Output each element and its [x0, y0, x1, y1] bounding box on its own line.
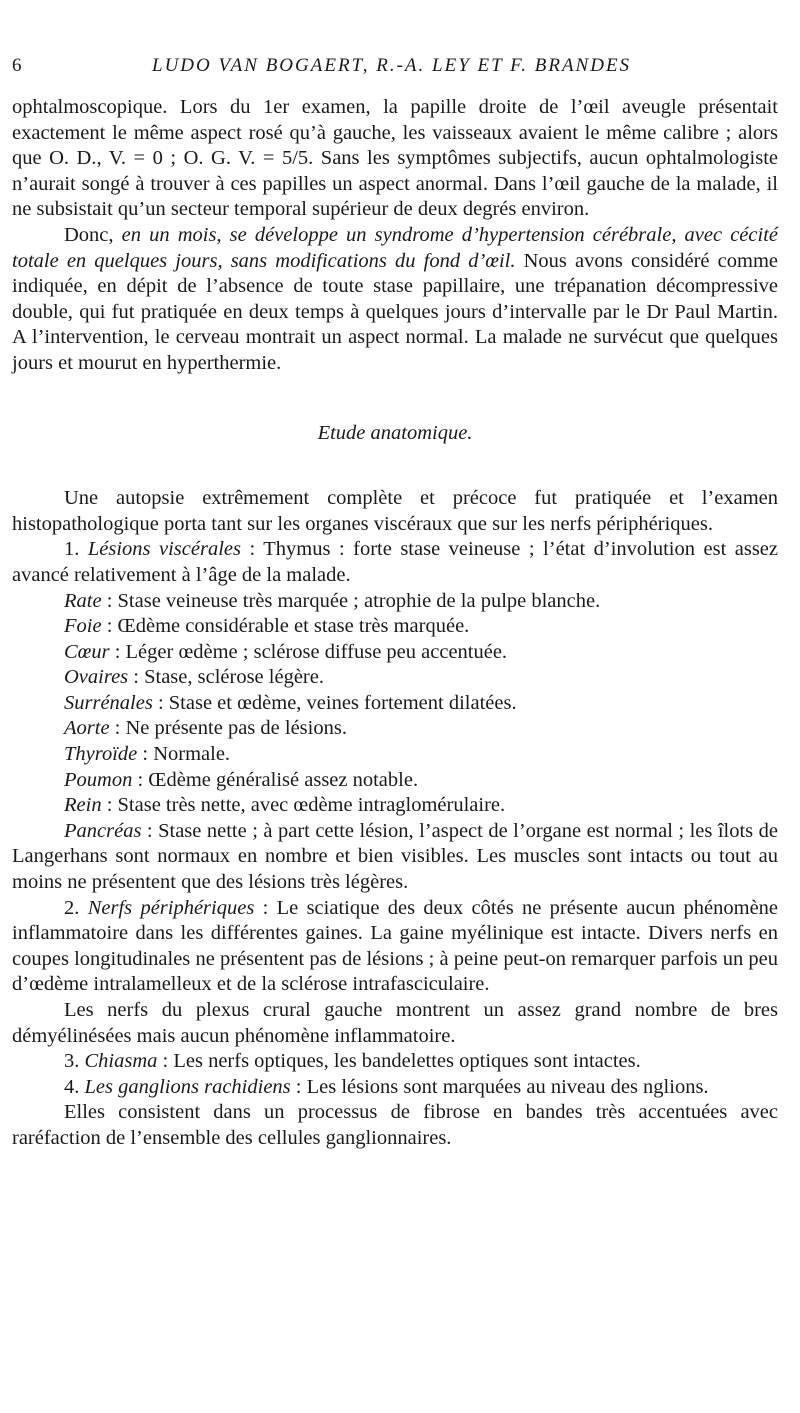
- page-number: 6: [12, 55, 24, 76]
- italic-term: Nerfs périphériques: [87, 896, 255, 919]
- text-run: 3.: [64, 1050, 85, 1073]
- text-run: 1.: [64, 538, 88, 561]
- text-run: Elles consistent dans un processus de fibrose en bandes très accentuées avec raréfaction de l’ensemble des cellules ganglionnaires.: [12, 1101, 778, 1149]
- paragraph: [12, 819, 778, 896]
- paragraph: [12, 896, 778, 998]
- italic-term: Cœur: [64, 640, 110, 663]
- text-run: : Thymus : forte stase veineuse ; l’état d’involution est assez avancé relativement à l’âge de la malade.: [12, 538, 778, 586]
- italic-term: Surrénales: [64, 691, 153, 714]
- italic-term: Les ganglions rachidiens: [84, 1075, 291, 1098]
- italic-term: Poumon: [64, 768, 133, 791]
- paragraph: [12, 486, 778, 537]
- text-run: Les nerfs du plexus crural gauche montrent un assez grand nombre de bres démyélinésées mais aucun phénomène inflammatoire.: [12, 999, 778, 1047]
- text-run: : Stase nette ; à part cette lésion, l’aspect de l’organe est normal ; les îlots de Langerhans sont normaux en nombre et bien visibles. Les muscles sont intacts ou tout au moins ne présentent que des lésions très légères.: [12, 819, 778, 894]
- italic-term: en un mois, se développe un syndrome d’hypertension cérébrale, avec cécité totale en quelques jours, sans modifications du fond d’œil.: [12, 223, 778, 272]
- paragraph: [12, 640, 778, 666]
- italic-term: Rate: [64, 589, 102, 612]
- anatomy-text: [12, 486, 778, 1151]
- document-body: [12, 95, 778, 1152]
- text-run: : Les nerfs optiques, les bandelettes optiques sont intactes.: [157, 1050, 641, 1073]
- section-title: Etude anatomique.: [317, 421, 473, 444]
- running-title: LUDO VAN BOGAERT, R.-A. LEY ET F. BRANDES: [152, 55, 632, 76]
- text-run: : Stase et œdème, veines fortement dilatées.: [152, 691, 517, 714]
- text-run: 4.: [64, 1075, 85, 1098]
- page-header: [12, 55, 778, 95]
- paragraph: [12, 223, 778, 377]
- text-run: ophtalmoscopique. Lors du 1er examen, la papille droite de l’œil aveugle présentait exactement le même aspect rosé qu’à gauche, les vaisseaux avaient le même calibre ; alors que O. D., V. = 0 ; O. G. V. = 5/5. Sans les symptômes subjectifs, aucun ophtalmologiste n’aurait songé à trouver à ces papilles un aspect anormal. Dans l’œil gauche de la malade, il ne subsistait qu’un secteur temporal supérieur de deux degrés environ.: [12, 96, 778, 221]
- text-run: : Œdème généralisé assez notable.: [132, 768, 419, 791]
- paragraph: [12, 665, 778, 691]
- italic-term: Pancréas: [64, 819, 142, 842]
- paragraph: [12, 716, 778, 742]
- clinical-text: [12, 95, 778, 377]
- paragraph: [12, 1100, 778, 1151]
- italic-term: Foie: [64, 615, 102, 638]
- text-run: : Ne présente pas de lésions.: [109, 717, 347, 740]
- italic-term: Chiasma: [84, 1050, 158, 1073]
- paragraph: [12, 998, 778, 1049]
- paragraph: [12, 537, 778, 588]
- italic-term: Thyroïde: [64, 743, 138, 766]
- text-run: : Le sciatique des deux côtés ne présente aucun phénomène inflammatoire dans les différentes gaines. La gaine myélinique est intacte. Divers nerfs en coupes longitudinales ne présentent pas de lésions ; à peine peut-on remarquer parfois un peu d’œdème intralamelleux et de la sclérose intrafasciculaire.: [12, 896, 779, 996]
- text-run: : Œdème considérable et stase très marquée.: [101, 615, 470, 638]
- text-run: : Léger œdème ; sclérose diffuse peu accentuée.: [109, 640, 508, 663]
- paragraph: [12, 691, 778, 717]
- text-run: : Normale.: [137, 743, 231, 766]
- text-run: 2.: [64, 896, 88, 919]
- italic-term: Rein: [64, 794, 102, 817]
- paragraph: [12, 768, 778, 794]
- paragraph: [12, 742, 778, 768]
- paragraph: [12, 1049, 778, 1075]
- text-run: : Stase veineuse très marquée ; atrophie de la pulpe blanche.: [101, 589, 601, 612]
- paragraph: [12, 793, 778, 819]
- italic-term: Ovaires: [64, 666, 129, 689]
- text-run: : Les lésions sont marquées au niveau des nglions.: [290, 1075, 709, 1098]
- paragraph: [12, 95, 778, 223]
- text-run: Donc,: [64, 223, 122, 246]
- paragraph: [12, 1075, 778, 1101]
- paragraph: [12, 614, 778, 640]
- text-run: Une autopsie extrêmement complète et précoce fut pratiquée et l’examen histopathologique porta tant sur les organes viscéraux que sur les nerfs périphériques.: [12, 487, 778, 535]
- text-run: Nous avons considéré comme indiquée, en dépit de l’absence de toute stase papillaire, une trépanation décompressive double, qui fut pratiquée en deux temps à quelques jours d’intervalle par le Dr Paul Martin. A l’intervention, le cerveau montrait un aspect normal. La malade ne survécut que quelques jours et mourut en hyperthermie.: [12, 249, 778, 374]
- paragraph: [12, 589, 778, 615]
- text-run: : Stase très nette, avec œdème intraglomérulaire.: [101, 794, 506, 817]
- italic-term: Lésions viscérales: [87, 538, 241, 561]
- text-run: : Stase, sclérose légère.: [128, 666, 324, 689]
- italic-term: Aorte: [64, 717, 110, 740]
